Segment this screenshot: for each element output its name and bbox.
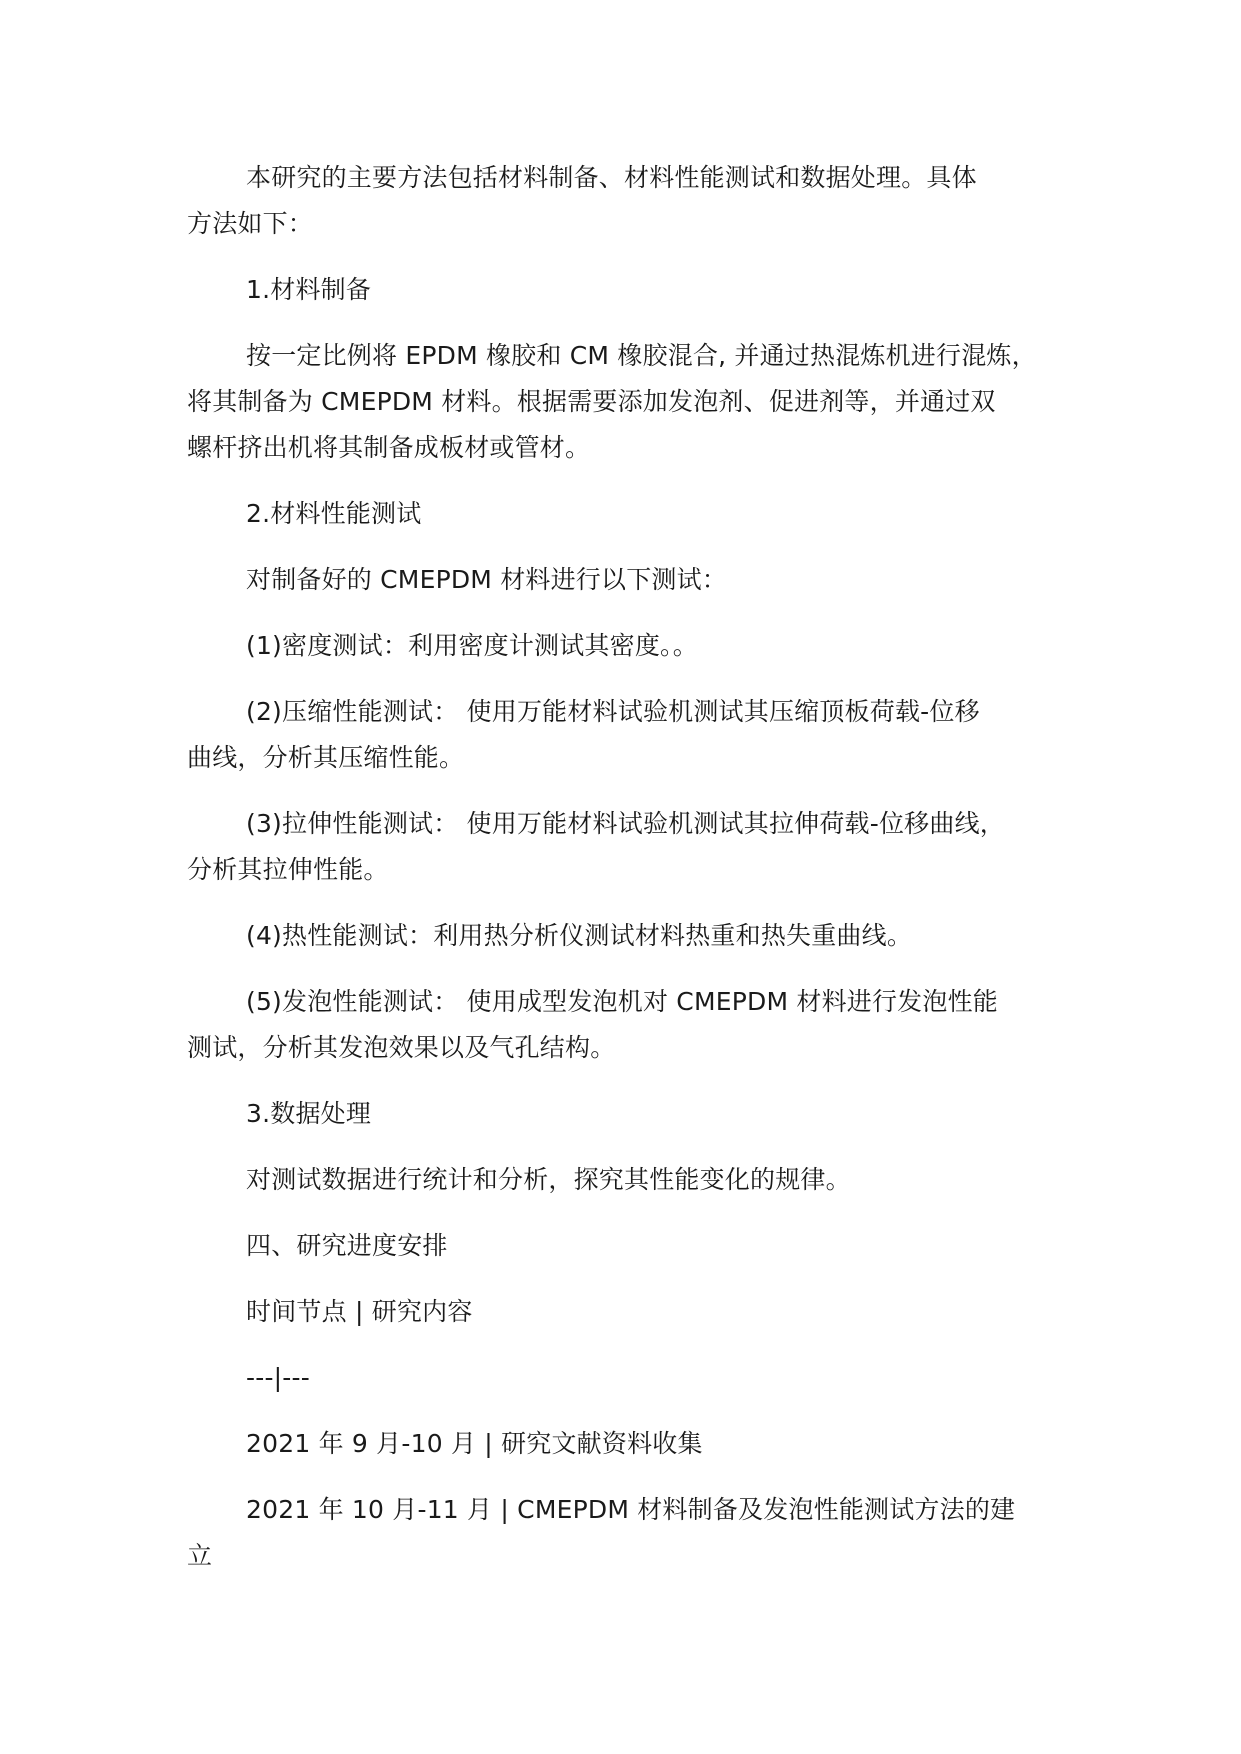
- section-heading-performance-tests: [187, 491, 1087, 537]
- text-line: 3.数据处理: [246, 1099, 372, 1128]
- table-header-row: [187, 1289, 1087, 1335]
- section-heading-data-processing: [187, 1091, 1087, 1137]
- text-line: (1)密度测试：利用密度计测试其密度。。: [246, 631, 698, 660]
- paragraph-tests-intro: [187, 557, 1087, 603]
- text-line: 立: [187, 1541, 213, 1570]
- paragraph-test-compression: [187, 689, 1087, 781]
- text-line: (5)发泡性能测试： 使用成型发泡机对 CMEPDM 材料进行发泡性能: [246, 987, 998, 1016]
- paragraph-test-tensile: [187, 801, 1087, 893]
- text-line: (2)压缩性能测试： 使用万能材料试验机测试其压缩顶板荷载-位移: [246, 697, 980, 726]
- paragraph-test-foaming: [187, 979, 1087, 1071]
- text-line: 2021 年 10 月-11 月 | CMEPDM 材料制备及发泡性能测试方法的建: [246, 1495, 1016, 1524]
- table-row: [187, 1421, 1087, 1467]
- text-line: 四、研究进度安排: [246, 1231, 448, 1260]
- text-line: 将其制备为 CMEPDM 材料。根据需要添加发泡剂、促进剂等，并通过双: [187, 387, 996, 416]
- text-line: 2.材料性能测试: [246, 499, 422, 528]
- text-line: 本研究的主要方法包括材料制备、材料性能测试和数据处理。具体: [246, 163, 977, 192]
- table-separator-row: [187, 1355, 1087, 1401]
- text-line: 曲线，分析其压缩性能。: [187, 743, 465, 772]
- section-heading-materials-prep: [187, 267, 1087, 313]
- table-row: [187, 1487, 1087, 1579]
- text-line: 方法如下：: [187, 209, 314, 238]
- document-body: [187, 155, 1087, 1599]
- text-line: (4)热性能测试：利用热分析仪测试材料热重和热失重曲线。: [246, 921, 913, 950]
- text-line: 按一定比例将 EPDM 橡胶和 CM 橡胶混合, 并通过热混炼机进行混炼，: [246, 341, 1037, 370]
- text-line: ---|---: [246, 1363, 310, 1392]
- paragraph-materials-prep: [187, 333, 1087, 471]
- text-line: 对测试数据进行统计和分析，探究其性能变化的规律。: [246, 1165, 851, 1194]
- text-line: 2021 年 9 月-10 月 | 研究文献资料收集: [246, 1429, 703, 1458]
- text-line: 时间节点 | 研究内容: [246, 1297, 473, 1326]
- text-line: (3)拉伸性能测试： 使用万能材料试验机测试其拉伸荷载-位移曲线，: [246, 809, 1005, 838]
- paragraph-intro: [187, 155, 1087, 247]
- text-line: 1.材料制备: [246, 275, 372, 304]
- paragraph-test-density: [187, 623, 1087, 669]
- paragraph-data-processing: [187, 1157, 1087, 1203]
- text-line: 测试，分析其发泡效果以及气孔结构。: [187, 1033, 616, 1062]
- paragraph-test-thermal: [187, 913, 1087, 959]
- section-heading-schedule: [187, 1223, 1087, 1269]
- text-line: 对制备好的 CMEPDM 材料进行以下测试：: [246, 565, 728, 594]
- text-line: 螺杆挤出机将其制备成板材或管材。: [187, 433, 591, 462]
- text-line: 分析其拉伸性能。: [187, 855, 389, 884]
